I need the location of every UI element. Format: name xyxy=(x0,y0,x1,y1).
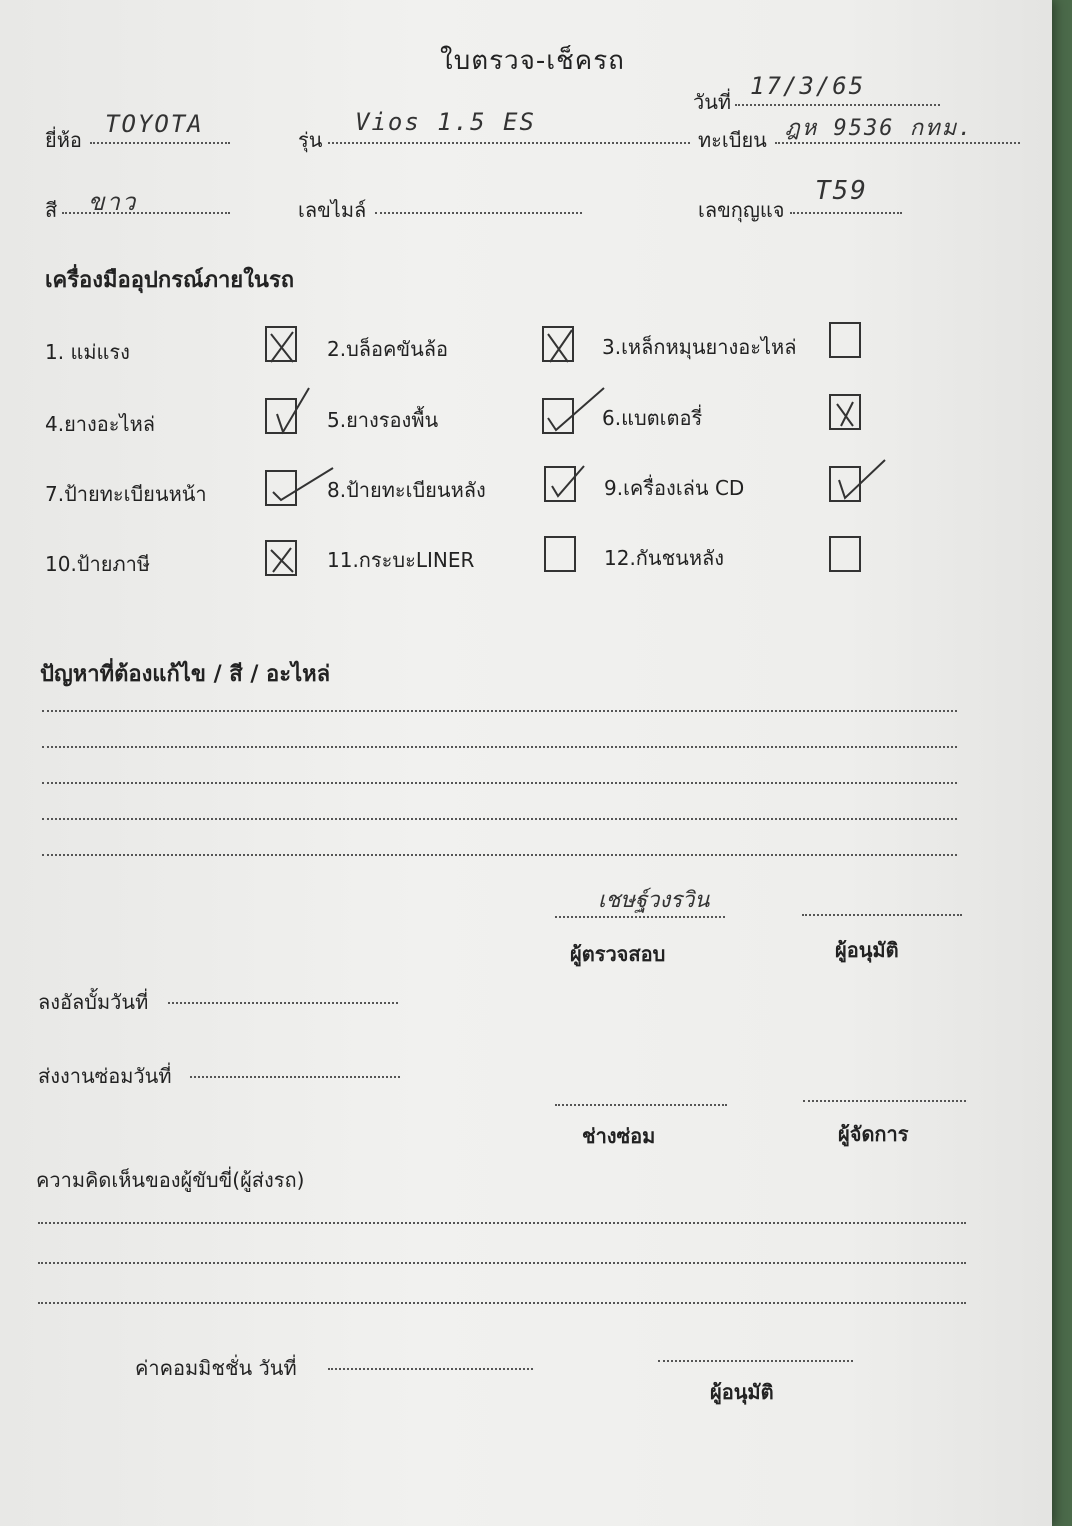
equipment-label-3: 3.เหล็กหมุนยางอะไหล่ xyxy=(602,335,797,359)
equipment-checkbox-9[interactable] xyxy=(829,466,861,502)
brand-value[interactable]: TOYOTA xyxy=(105,110,204,138)
equipment-label-8: 8.ป้ายทะเบียนหลัง xyxy=(327,478,486,502)
driver-comment-line-1[interactable] xyxy=(38,1222,966,1224)
manager-label: ผู้จัดการ xyxy=(838,1122,909,1146)
problems-line-4[interactable] xyxy=(42,818,957,820)
equipment-checkbox-6[interactable] xyxy=(829,394,861,430)
date-line xyxy=(735,104,940,106)
mechanic-sign-line[interactable] xyxy=(555,1104,727,1106)
problems-line-1[interactable] xyxy=(42,710,957,712)
x-mark-icon xyxy=(827,388,867,436)
equipment-checkbox-4[interactable] xyxy=(265,398,297,434)
x-mark-icon xyxy=(263,534,303,582)
problems-line-2[interactable] xyxy=(42,746,957,748)
inspector-sign-line[interactable] xyxy=(555,916,725,918)
driver-comment-label: ความคิดเห็นของผู้ขับขี่(ผู้ส่งรถ) xyxy=(36,1168,305,1192)
mechanic-label: ช่างซ่อม xyxy=(582,1124,656,1148)
x-mark-icon xyxy=(263,320,303,368)
problems-line-3[interactable] xyxy=(42,782,957,784)
model-label: รุ่น xyxy=(298,128,323,152)
equipment-label-9: 9.เครื่องเล่น CD xyxy=(604,476,745,500)
equipment-checkbox-3[interactable] xyxy=(829,322,861,358)
equipment-checkbox-12[interactable] xyxy=(829,536,861,572)
equipment-label-1: 1. แม่แรง xyxy=(45,340,130,364)
equipment-label-12: 12.กันชนหลัง xyxy=(604,546,725,570)
key-no-value[interactable]: T59 xyxy=(815,176,868,206)
plate-value[interactable]: ฎห 9536 กทม. xyxy=(785,116,974,141)
mileage-line xyxy=(375,212,582,214)
equipment-checkbox-2[interactable] xyxy=(542,326,574,362)
inspector-signature: เชษฐ์วงรวิน xyxy=(598,888,710,913)
equipment-checkbox-1[interactable] xyxy=(265,326,297,362)
problems-section-title: ปัญหาที่ต้องแก้ไข / สี / อะไหล่ xyxy=(40,662,331,687)
equipment-label-10: 10.ป้ายภาษี xyxy=(45,552,151,576)
repair-date-line[interactable] xyxy=(190,1076,400,1078)
equipment-checkbox-8[interactable] xyxy=(544,466,576,502)
brand-label: ยี่ห้อ xyxy=(45,128,82,152)
check-mark-icon xyxy=(827,460,897,520)
driver-comment-line-3[interactable] xyxy=(38,1302,966,1304)
equipment-label-6: 6.แบตเตอรี่ xyxy=(602,406,703,430)
equipment-checkbox-7[interactable] xyxy=(265,470,297,506)
color-value[interactable]: ขาว xyxy=(88,188,138,216)
color-label: สี xyxy=(45,198,58,222)
approver2-label: ผู้อนุมัติ xyxy=(710,1380,774,1404)
check-mark-icon xyxy=(542,460,602,520)
equipment-label-2: 2.บล็อคขันล้อ xyxy=(327,337,449,361)
x-mark-icon xyxy=(540,320,580,368)
date-value[interactable]: 17/3/65 xyxy=(750,72,866,100)
approver2-sign-line[interactable] xyxy=(658,1360,853,1362)
commission-date-line[interactable] xyxy=(328,1368,533,1370)
approver1-label: ผู้อนุมัติ xyxy=(835,938,899,962)
manager-sign-line[interactable] xyxy=(803,1100,966,1102)
equipment-checkbox-11[interactable] xyxy=(544,536,576,572)
date-label: วันที่ xyxy=(693,90,732,114)
repair-date-label: ส่งงานซ่อมวันที่ xyxy=(38,1064,172,1088)
model-value[interactable]: Vios 1.5 ES xyxy=(355,108,536,136)
plate-label: ทะเบียน xyxy=(698,128,767,152)
driver-comment-line-2[interactable] xyxy=(38,1262,966,1264)
form-title: ใบตรวจ-เช็ครถ xyxy=(440,46,625,76)
inspector-label: ผู้ตรวจสอบ xyxy=(570,942,666,966)
check-mark-icon xyxy=(263,392,323,452)
equipment-label-11: 11.กระบะLINER xyxy=(327,548,475,572)
mileage-label: เลขไมล์ xyxy=(298,198,367,222)
equipment-label-7: 7.ป้ายทะเบียนหน้า xyxy=(45,482,207,506)
problems-line-5[interactable] xyxy=(42,854,957,856)
key-no-line xyxy=(790,212,902,214)
equipment-section-title: เครื่องมืออุปกรณ์ภายในรถ xyxy=(45,268,295,293)
commission-label: ค่าคอมมิชชั่น วันที่ xyxy=(135,1356,297,1380)
check-mark-icon xyxy=(540,392,610,452)
brand-line xyxy=(90,142,230,144)
key-no-label: เลขกุญแจ xyxy=(698,198,785,222)
equipment-checkbox-5[interactable] xyxy=(542,398,574,434)
model-line xyxy=(328,142,690,144)
approver1-sign-line[interactable] xyxy=(802,914,962,916)
equipment-label-4: 4.ยางอะไหล่ xyxy=(45,412,156,436)
album-date-label: ลงอัลบั้มวันที่ xyxy=(38,990,149,1014)
equipment-checkbox-10[interactable] xyxy=(265,540,297,576)
album-date-line[interactable] xyxy=(168,1002,398,1004)
equipment-label-5: 5.ยางรองพื้น xyxy=(327,408,439,432)
